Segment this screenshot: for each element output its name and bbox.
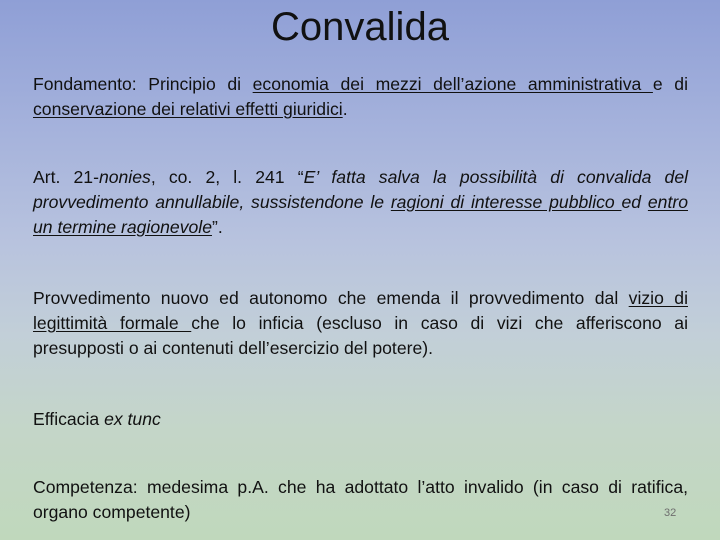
- text-segment: ”.: [211, 217, 223, 237]
- text-segment: che lo inficia (escluso in caso di vizi che afferiscono ai presupposti o ai contenuti dell’esercizio del potere).: [33, 313, 688, 358]
- italic-text: nonies: [98, 167, 151, 187]
- slide-title: Convalida: [271, 5, 449, 49]
- underlined-italic-text: ragioni di interesse pubblico: [390, 192, 622, 212]
- page-number: 32: [664, 507, 677, 519]
- italic-text: ed: [621, 192, 648, 212]
- paragraph-efficacia: [33, 407, 688, 432]
- text-segment: Art. 21-: [33, 167, 99, 187]
- text-segment: Efficacia: [33, 409, 105, 429]
- paragraph-competenza: [33, 475, 688, 525]
- underlined-text: vizio di legittimità formale: [33, 288, 688, 333]
- text-segment: e di: [652, 74, 688, 94]
- underlined-text: conservazione dei relativi effetti giuridici: [33, 99, 343, 119]
- underlined-italic-text: entro un termine ragionevole: [33, 192, 688, 237]
- text-segment: Competenza: medesima p.A. che ha adottato l’atto invalido (in caso di ratifica, organo competente): [33, 477, 688, 522]
- text-segment: .: [342, 99, 348, 119]
- italic-quote: E’ fatta salva la possibilità di convalida del provvedimento annullabile, sussistendone le: [33, 167, 689, 212]
- text-segment: Provvedimento nuovo ed autonomo che emenda il provvedimento dal: [33, 288, 629, 308]
- italic-text: ex tunc: [104, 409, 161, 429]
- underlined-text: economia dei mezzi dell’azione amministrativa: [252, 74, 653, 94]
- paragraph-provvedimento: [33, 286, 688, 361]
- text-segment: Fondamento: Principio di: [33, 74, 253, 94]
- paragraph-fondamento: [33, 72, 688, 122]
- paragraph-article: [33, 165, 688, 240]
- text-segment: , co. 2, l. 241 “: [150, 167, 304, 187]
